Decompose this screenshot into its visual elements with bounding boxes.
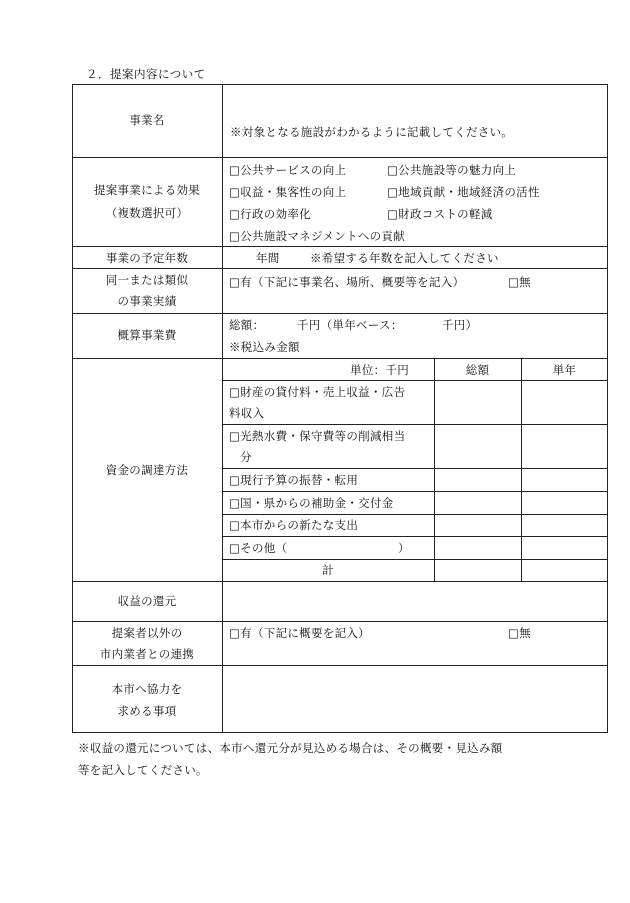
- funding-grid-line: [222, 380, 608, 381]
- effects-label-sub: （複数選択可）: [105, 206, 189, 220]
- revenue-return-label: 収益の還元: [117, 594, 177, 608]
- effect-option[interactable]: □公共サービスの向上: [229, 163, 347, 177]
- funding-item-other-close: ）: [398, 541, 410, 555]
- funding-item-rental[interactable]: □財産の貸付料・売上収益・広告: [229, 385, 406, 399]
- effect-option[interactable]: □公共施設マネジメントへの貢献: [229, 229, 406, 243]
- funding-grid-line: [222, 514, 608, 515]
- project-name-label: 事業名: [129, 113, 165, 127]
- row-divider: [72, 246, 608, 247]
- funding-item-savings-cont: 分: [240, 450, 252, 464]
- funding-grid-line: [521, 358, 522, 581]
- cost-annual-unit: 千円）: [442, 318, 478, 332]
- similar-yes-option[interactable]: □有（下記に事業名、場所、概要等を記入）: [229, 275, 465, 289]
- proposal-form-table: [72, 84, 608, 733]
- effect-option[interactable]: □行政の効率化: [229, 207, 311, 221]
- effect-option[interactable]: □財政コストの軽減: [387, 207, 493, 221]
- funding-grid-line: [434, 358, 435, 581]
- funding-item-savings[interactable]: □光熱水費・保守費等の削減相当: [229, 429, 406, 443]
- row-divider: [72, 313, 608, 314]
- similar-no-option[interactable]: □無: [508, 275, 531, 289]
- funding-item-subsidy[interactable]: □国・県からの補助金・交付金: [229, 496, 394, 510]
- funding-sum-label: 計: [322, 563, 334, 577]
- table-border-bottom: [72, 732, 608, 733]
- row-divider: [72, 665, 608, 666]
- funding-grid-line: [222, 491, 608, 492]
- cooperation-label-sub: 求める事項: [117, 704, 177, 718]
- collaboration-label-sub: 市内業者との連携: [99, 647, 195, 661]
- effects-label: 提案事業による効果: [93, 183, 201, 197]
- collaboration-no-option[interactable]: □無: [508, 626, 531, 640]
- funding-item-rental-cont: 料収入: [229, 406, 265, 420]
- collaboration-label: 提案者以外の: [111, 626, 183, 640]
- funding-grid-line: [222, 424, 608, 425]
- funding-grid-line: [222, 536, 608, 537]
- funding-label: 資金の調達方法: [105, 463, 189, 477]
- cost-tax-note: ※税込み金額: [229, 340, 300, 354]
- row-divider: [72, 621, 608, 622]
- effect-option[interactable]: □収益・集客性の向上: [229, 185, 347, 199]
- row-divider: [72, 581, 608, 582]
- project-name-note: ※対象となる施設がわかるように記載してください。: [230, 125, 514, 139]
- cost-label: 概算事業費: [117, 328, 177, 342]
- effect-option[interactable]: □地域貢献・地域経済の活性: [387, 185, 540, 199]
- row-divider: [72, 268, 608, 269]
- footnote-line-2: 等を記入してください。: [78, 763, 208, 777]
- section-heading: ２．提案内容について: [86, 67, 206, 81]
- funding-unit-header: 単位：千円: [350, 363, 409, 377]
- label-column-divider: [222, 84, 223, 733]
- table-border-top: [72, 84, 608, 85]
- similar-label: 同一または類似: [105, 273, 189, 287]
- row-divider: [72, 157, 608, 158]
- funding-item-city[interactable]: □本市からの新たな支出: [229, 518, 359, 532]
- similar-label-sub: の事業実績: [117, 294, 177, 308]
- funding-item-other[interactable]: □その他（: [229, 541, 288, 555]
- effect-option[interactable]: □公共施設等の魅力向上: [387, 163, 517, 177]
- years-unit: 年間: [256, 251, 280, 265]
- funding-grid-line: [222, 559, 608, 560]
- funding-annual-header: 単年: [552, 363, 577, 377]
- cooperation-label: 本市へ協力を: [111, 682, 183, 696]
- funding-item-budget[interactable]: □現行予算の振替・転用: [229, 473, 359, 487]
- collaboration-yes-option[interactable]: □有（下記に概要を記入）: [229, 626, 370, 640]
- funding-total-header: 総額: [465, 363, 490, 377]
- funding-grid-line: [222, 468, 608, 469]
- table-border-right: [607, 84, 608, 733]
- years-note: ※希望する年数を記入してください: [310, 251, 499, 265]
- cost-total-unit: 千円（単年ベース：: [297, 318, 403, 332]
- row-divider: [72, 358, 608, 359]
- cost-total-label: 総額：: [229, 318, 265, 332]
- years-label: 事業の予定年数: [105, 251, 189, 265]
- footnote-line-1: ※収益の還元については、本市へ還元分が見込める場合は、その概要・見込み額: [78, 741, 503, 755]
